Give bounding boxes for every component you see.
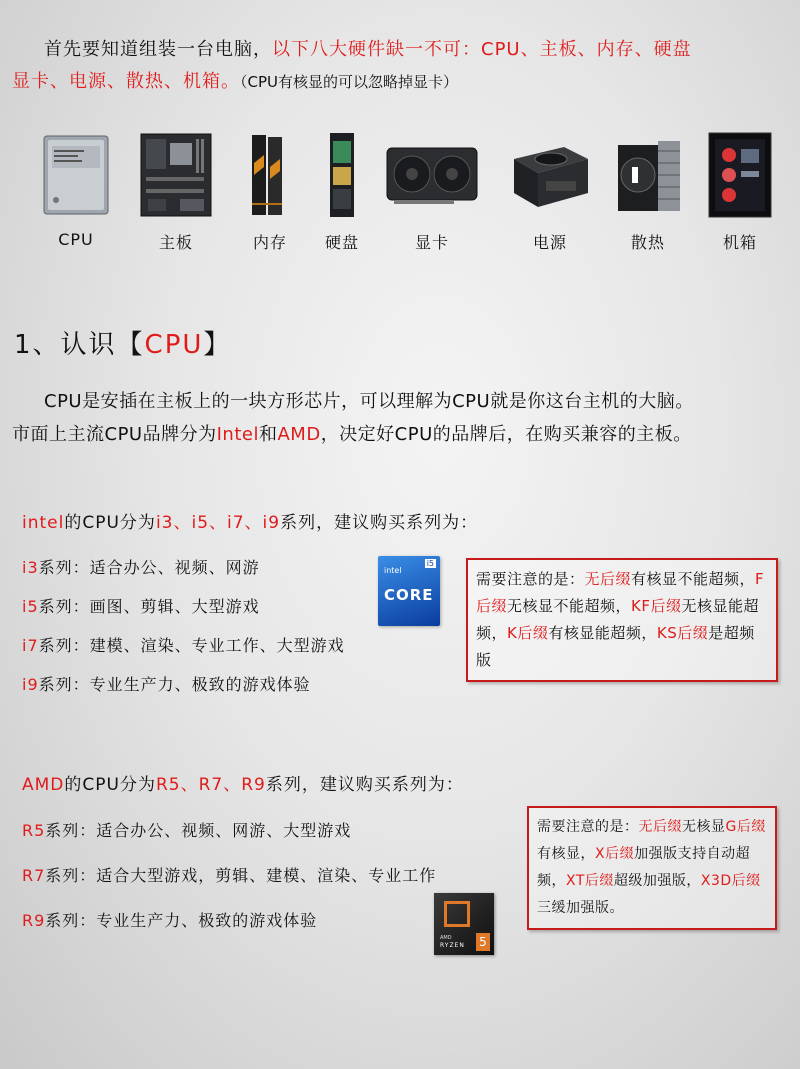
part-cpu: [38, 130, 114, 255]
note-text: 无核显: [682, 819, 726, 835]
note-suffix: F后缀: [476, 570, 765, 615]
part-label-case: 机箱: [722, 233, 757, 252]
list-item: [22, 587, 345, 626]
motherboard-icon: [140, 130, 212, 220]
intro-line-2: [12, 66, 792, 98]
amd-badge-line: RYZEN: [440, 942, 465, 949]
intel-note-box: [466, 558, 778, 682]
series-tag: i9: [22, 675, 39, 694]
note-text: 加强版支持自动超频，: [537, 846, 751, 889]
series-tag: i5: [22, 597, 39, 616]
note-suffix: K后缀: [507, 624, 549, 642]
amd-brand: AMD: [22, 775, 65, 795]
note-suffix: G后缀: [725, 819, 766, 835]
note-text: 需要注意的是：: [476, 570, 585, 588]
intel-brand: intel: [22, 513, 65, 533]
cpu-brand-text: 市面上主流CPU品牌分为: [12, 424, 217, 445]
cooler-icon: [612, 130, 684, 220]
list-item: [22, 853, 436, 898]
intel-series-rows: [22, 548, 345, 704]
part-label-ssd: 硬盘: [324, 233, 359, 252]
amd-series-rows: [22, 808, 436, 943]
cpu-brand-tail: ，决定好CPU的品牌后，在购买兼容的主板。: [320, 424, 692, 445]
series-text: 系列：建模、渲染、专业工作、大型游戏: [38, 636, 345, 655]
ssd-icon: [327, 130, 357, 220]
part-psu: [500, 130, 600, 255]
intel-series-heading: [22, 508, 478, 533]
cpu-description-line-2: [12, 418, 800, 451]
intro-line-1: [12, 34, 792, 66]
intro-line-1-plain: 首先要知道组装一台电脑，: [44, 39, 272, 60]
ryzen-logo-icon: [444, 901, 470, 927]
note-text: 有核显不能超频，: [631, 570, 756, 588]
brand-intel: Intel: [216, 424, 259, 445]
list-item: [22, 626, 345, 665]
series-text: 系列：专业生产力、极致的游戏体验: [45, 911, 318, 930]
amd-badge-tier: 5: [476, 933, 490, 951]
series-text: 系列：适合大型游戏，剪辑、建模、渲染、专业工作: [45, 866, 437, 885]
part-label-gpu: 显卡: [414, 233, 449, 252]
note-text: 无核显不能超频，: [507, 597, 632, 615]
gpu-icon: [386, 130, 478, 220]
cpu-description: [12, 385, 800, 451]
note-text: 无核显能超频，: [476, 597, 760, 642]
amd-series-heading: [22, 770, 464, 795]
intel-core-badge: [378, 556, 440, 626]
amd-series-list: R5、R7、R9: [155, 775, 266, 795]
series-tag: i7: [22, 636, 39, 655]
case-icon: [707, 130, 773, 220]
list-item: [22, 808, 436, 853]
intel-series-list: i3、i5、i7、i9: [155, 513, 281, 533]
part-label-motherboard: 主板: [158, 233, 193, 252]
part-ssd: [302, 130, 382, 255]
intel-badge-brand: intel: [384, 566, 402, 575]
note-suffix: 无后缀: [584, 570, 632, 588]
list-item: [22, 548, 345, 587]
note-suffix: X3D后缀: [700, 873, 761, 889]
series-tag: R5: [22, 821, 46, 840]
note-text: 三缓加强版。: [537, 900, 624, 916]
intro-line-1-highlight: 以下八大硬件缺一不可：CPU、主板、内存、硬盘: [272, 39, 692, 60]
note-text: 需要注意的是：: [537, 819, 639, 835]
brand-amd: AMD: [277, 424, 321, 445]
part-gpu: [382, 130, 482, 255]
series-tag: i3: [22, 558, 39, 577]
intel-badge-tier: i5: [426, 559, 434, 568]
series-text: 系列：专业生产力、极致的游戏体验: [38, 675, 311, 694]
section-heading-suffix: 】: [203, 330, 232, 360]
intro-line-2-note: （CPU有核显的可以忽略掉显卡）: [240, 73, 458, 91]
amd-heading-tail: 系列，建议购买系列为：: [265, 775, 464, 795]
amd-ryzen-badge: [434, 893, 494, 955]
note-text: 超级加强版，: [613, 873, 701, 889]
note-text: 是超频版: [476, 624, 755, 669]
cpu-description-line-1: CPU是安插在主板上的一块方形芯片，可以理解为CPU就是你这台主机的大脑。: [44, 391, 694, 412]
part-label-ram: 内存: [252, 233, 287, 252]
intel-badge-core: CORE: [384, 586, 434, 604]
series-text: 系列：画图、剪辑、大型游戏: [38, 597, 260, 616]
note-text: 有核显，: [537, 846, 595, 862]
note-suffix: XT后缀: [566, 873, 614, 889]
intel-heading-tail: 系列，建议购买系列为：: [280, 513, 479, 533]
hardware-parts-row: [20, 130, 790, 260]
series-text: 系列：适合办公、视频、网游、大型游戏: [45, 821, 352, 840]
note-suffix: 无后缀: [638, 819, 682, 835]
part-label-cooler: 散热: [630, 233, 665, 252]
part-label-cpu: CPU: [58, 230, 94, 249]
part-motherboard: [124, 130, 228, 255]
list-item: [22, 665, 345, 704]
note-suffix: KS后缀: [656, 624, 709, 642]
series-tag: R9: [22, 911, 46, 930]
note-suffix: KF后缀: [631, 597, 682, 615]
part-ram: [232, 130, 308, 255]
list-item: [22, 898, 436, 943]
note-text: 有核显能超频，: [548, 624, 657, 642]
amd-badge-brand: AMD: [440, 935, 452, 941]
note-suffix: X后缀: [595, 846, 635, 862]
intro-text: [12, 34, 792, 98]
section-heading-prefix: 1、认识【: [14, 330, 145, 360]
cpu-icon: [42, 130, 110, 220]
amd-heading-mid: 的CPU分为: [64, 775, 156, 795]
section-heading-highlight: CPU: [144, 330, 204, 360]
intro-line-2-highlight: 显卡、电源、散热、机箱。: [12, 71, 240, 92]
psu-icon: [510, 130, 590, 220]
ram-icon: [246, 130, 294, 220]
series-text: 系列：适合办公、视频、网游: [38, 558, 260, 577]
part-case: [702, 130, 778, 255]
intel-heading-mid: 的CPU分为: [64, 513, 156, 533]
series-tag: R7: [22, 866, 46, 885]
part-cooler: [600, 130, 696, 255]
brand-conjunction: 和: [258, 424, 278, 445]
section-heading: [14, 324, 231, 361]
part-label-psu: 电源: [532, 233, 567, 252]
amd-note-box: [527, 806, 777, 930]
